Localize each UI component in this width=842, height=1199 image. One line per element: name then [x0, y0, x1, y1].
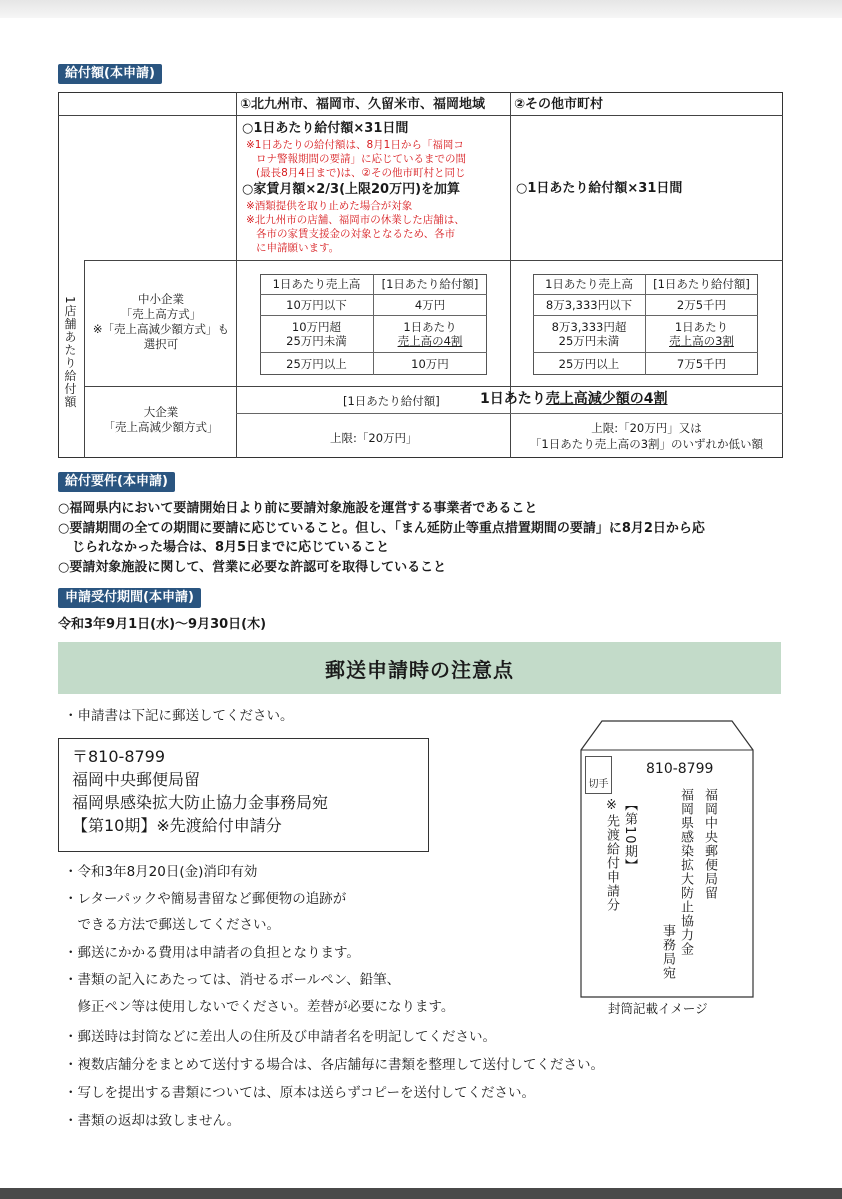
sme-col2-r3-pay: 7万5千円	[676, 356, 727, 371]
sme-col1-r1-sales: 10万円以下	[286, 297, 347, 312]
sme-col2-r2-pay: 1日あたり 売上高の3割	[669, 319, 734, 348]
envelope-line4: 【第10期】	[622, 798, 637, 873]
sme-col1-r3-sales: 25万円以上	[286, 356, 347, 371]
section-label-period: 申請受付期間(本申請)	[58, 588, 201, 608]
large-col2-limit: 上限:「20万円」又は 「1日あたり売上高の3割」のいずれか低い額	[529, 421, 764, 451]
requirement-3: ○要請対象施設に関して、営業に必要な許認可を取得していること	[58, 560, 447, 575]
sme-col1-r2-pay: 1日あたり 売上高の4割	[397, 319, 463, 348]
envelope-postal: 810-8799	[646, 761, 714, 777]
mail-bullet-5: ・郵送時は封筒などに差出人の住所及び申請者名を明記してください。	[64, 1029, 496, 1045]
mail-bullet-4b: 修正ペン等は使用しないでください。差替が必要になります。	[64, 999, 455, 1015]
envelope-line2: 福岡県感染拡大防止協力金	[678, 788, 693, 956]
mail-bullet-4: ・書類の記入にあたっては、消せるボールペン、鉛筆、	[64, 972, 401, 988]
large-pay-value: 1日あたり売上高減少額の4割	[480, 391, 668, 407]
requirement-2: ○要請期間の全ての期間に要請に応じていること。但し、「まん延防止等重点措置期間の要請」に8月2日から応	[58, 521, 705, 536]
mail-bullet-7: ・写しを提出する書類については、原本は送らずコピーを送付してください。	[64, 1085, 536, 1101]
col2-main: ○1日あたり給付額×31日間	[516, 181, 683, 196]
envelope-line5: ※先渡給付申請分	[604, 798, 619, 912]
sme-col1-r2-sales: 10万円超 25万円未満	[286, 319, 347, 348]
envelope-line1: 福岡中央郵便局留	[702, 788, 717, 900]
mail-bullet-2b: できる方法で郵送してください。	[64, 917, 280, 933]
mailing-address-box: 〒810-8799 福岡中央郵便局留 福岡県感染拡大防止協力金事務局宛 【第10期】※先渡給付申請分	[58, 738, 429, 852]
mail-bullet-1: ・令和3年8月20日(金)消印有効	[64, 864, 258, 880]
col1-note1: ※1日あたりの給付額は、8月1日から「福岡コ ロナ警報期間の要請」に応じているまでの間 (最長8月4日まで)は、②その他市町村と同じ	[246, 139, 466, 179]
large-col1-limit: 上限:「20万円」	[330, 431, 418, 445]
sme-col1-r3-pay: 10万円	[411, 356, 449, 371]
sme-label: 中小企業 「売上高方式」 ※「売上高減少額方式」も 選択可	[92, 292, 230, 351]
col1-note2: ※酒類提供を取り止めた場合が対象	[246, 200, 413, 212]
sme-col2-r1-sales: 8万3,333円以下	[545, 297, 633, 312]
col2-header: ②その他市町村	[514, 97, 604, 112]
viewer-top-bar	[0, 0, 842, 18]
section-label-payment: 給付額(本申請)	[58, 64, 162, 84]
envelope-illustration	[580, 720, 754, 998]
viewer-bottom-bar	[0, 1188, 842, 1199]
sme-col1-r1-pay: 4万円	[414, 297, 446, 312]
col1-rent: ○家賃月額×2/3(上限20万円)を加算	[242, 182, 461, 197]
row-label: 1店舗あたり給付額	[63, 296, 77, 409]
large-pay-label: [1日あたり給付額]	[343, 394, 440, 408]
mail-bullet-2: ・レターパックや簡易書留など郵便物の追跡が	[64, 891, 347, 907]
mail-bullet-8: ・書類の返却は致しません。	[64, 1113, 241, 1129]
sme-col2-r3-sales: 25万円以上	[558, 356, 620, 371]
mail-notice-title: 郵送申請時の注意点	[58, 642, 781, 694]
sme-col1-header-pay: [1日あたり給付額]	[381, 277, 479, 291]
requirement-2-cont: じられなかった場合は、8月5日までに応じていること	[72, 540, 390, 555]
large-label: 大企業 「売上高減少額方式」	[103, 405, 219, 434]
sme-col2-header-pay: [1日あたり給付額]	[653, 277, 750, 291]
sme-col2-r2-sales: 8万3,333円超 25万円未満	[551, 319, 627, 348]
mail-intro: ・申請書は下記に郵送してください。	[64, 708, 294, 724]
requirement-1: ○福岡県内において要請開始日より前に要請対象施設を運営する事業者であること	[58, 501, 538, 516]
envelope-caption: 封筒記載イメージ	[608, 1001, 708, 1016]
sme-col2-r1-pay: 2万5千円	[676, 297, 727, 312]
col1-header: ①北九州市、福岡市、久留米市、福岡地域	[240, 97, 486, 112]
sme-col2-header-sales: 1日あたり売上高	[545, 277, 633, 291]
col1-note3: ※北九州市の店舗、福岡市の休業した店舗は、 各市の家賃支援金の対象となるため、各市 に申請願います。	[246, 214, 465, 254]
envelope-line3: 事務局宛	[660, 924, 675, 980]
mail-bullet-3: ・郵送にかかる費用は申請者の負担となります。	[64, 945, 360, 961]
mail-bullet-6: ・複数店舗分をまとめて送付する場合は、各店舗毎に書類を整理して送付してください。	[64, 1057, 604, 1073]
stamp-box: 切手	[585, 756, 612, 794]
sme-col1-header-sales: 1日あたり売上高	[272, 277, 361, 291]
section-label-requirements: 給付要件(本申請)	[58, 472, 175, 492]
col1-main: ○1日あたり給付額×31日間	[242, 121, 409, 136]
application-period: 令和3年9月1日(水)〜9月30日(木)	[58, 617, 267, 632]
